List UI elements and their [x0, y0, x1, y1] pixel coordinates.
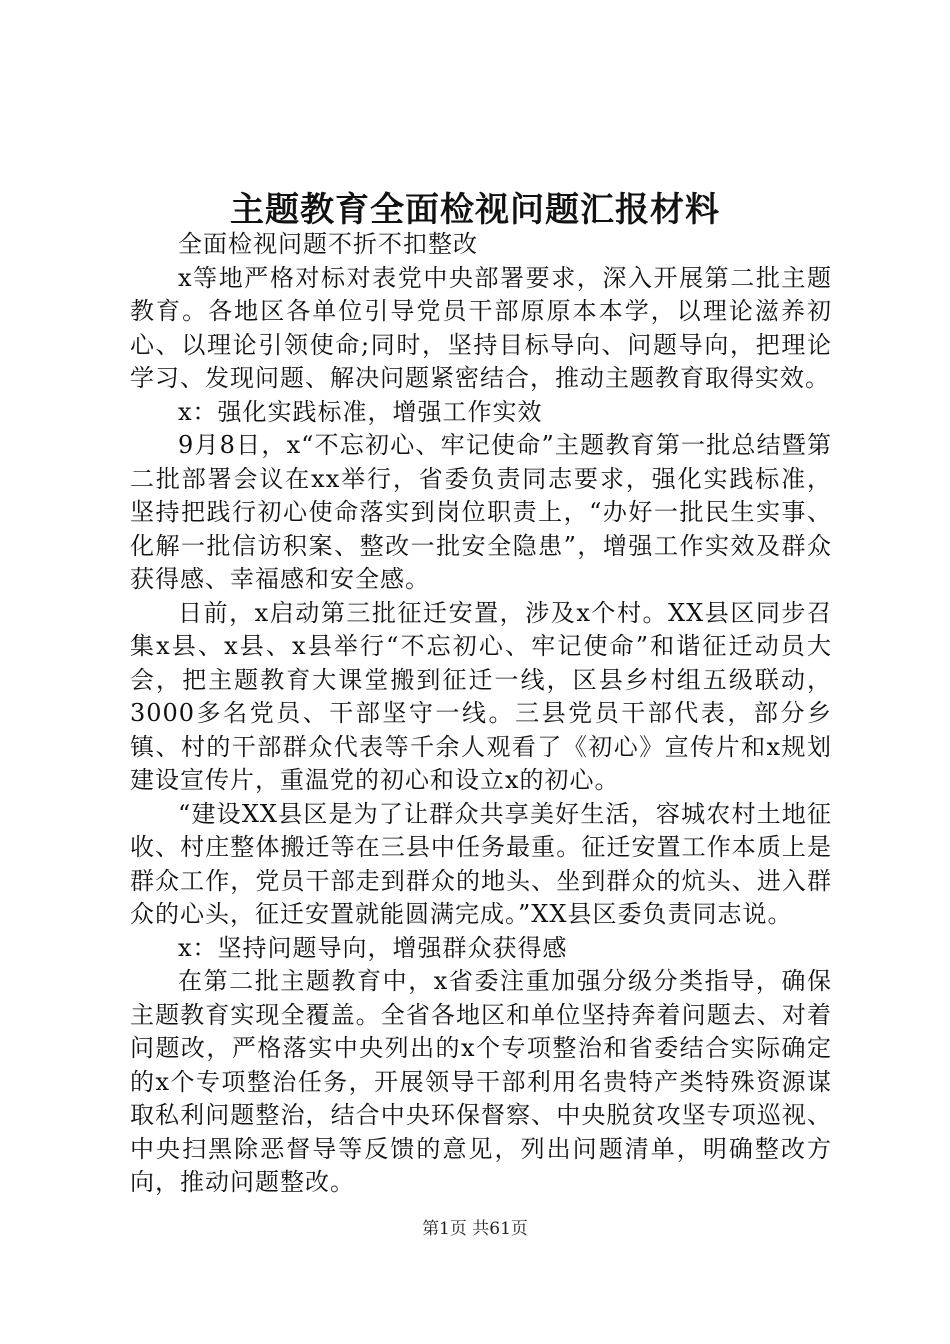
document-body: [130, 228, 832, 1200]
page-title: 主题教育全面检视问题汇报材料: [230, 190, 720, 230]
paragraph-5: 在第二批主题教育中，x省委注重加强分级分类指导，确保主题教育实现全覆盖。全省各地区和单位坚持奔着问题去、对着问题改，严格落实中央列出的x个专项整治和省委结合实际确定的x个专项整治任务，开展领导干部利用名贵特产类特殊资源谋取私利问题整治，结合中央环保督察、中央脱贫攻坚专项巡视、中央扫黑除恶督导等反馈的意见，列出问题清单，明确整改方向，推动问题整改。: [130, 967, 832, 1196]
paragraph-subhead-3: x：坚持问题导向，增强群众获得感: [178, 933, 568, 962]
paragraph-subhead-1: 全面检视问题不折不扣整改: [178, 230, 478, 258]
paragraph-4: “建设XX县区是为了让群众共享美好生活，容城农村土地征收、村庄整体搬迁等在三县中任务最重。征迁安置工作本质上是群众工作，党员干部走到群众的地头、坐到群众的炕头、进入群众的心头，征迁安置就能圆满完成。”XX县区委负责同志说。: [130, 799, 832, 928]
paragraph-3: 日前，x启动第三批征迁安置，涉及x个村。XX县区同步召集x县、x县、x县举行“不忘初心、牢记使命”和谐征迁动员大会，把主题教育大课堂搬到征迁一线，区县乡村组五级联动，3000多名党员、干部坚守一线。三县党员干部代表，部分乡镇、村的干部群众代表等千余人观看了《初心》宣传片和x规划建设宣传片，重温党的初心和设立x的初心。: [130, 598, 832, 794]
page-footer: 第1页 共61页: [422, 1219, 528, 1239]
paragraph-subhead-2: x：强化实践标准，增强工作实效: [178, 397, 543, 426]
paragraph-1: x等地严格对标对表党中央部署要求，深入开展第二批主题教育。各地区各单位引导党员干部原原本本学，以理论滋养初心、以理论引领使命;同时，坚持目标导向、问题导向，把理论学习、发现问题、解决问题紧密结合，推动主题教育取得实效。: [130, 263, 832, 392]
paragraph-2: 9月8日，x“不忘初心、牢记使命”主题教育第一批总结暨第二批部署会议在xx举行，省委负责同志要求，强化实践标准，坚持把践行初心使命落实到岗位职责上，“办好一批民生实事、化解一批信访积案、整改一批安全隐患”，增强工作实效及群众获得感、幸福感和安全感。: [130, 431, 832, 593]
